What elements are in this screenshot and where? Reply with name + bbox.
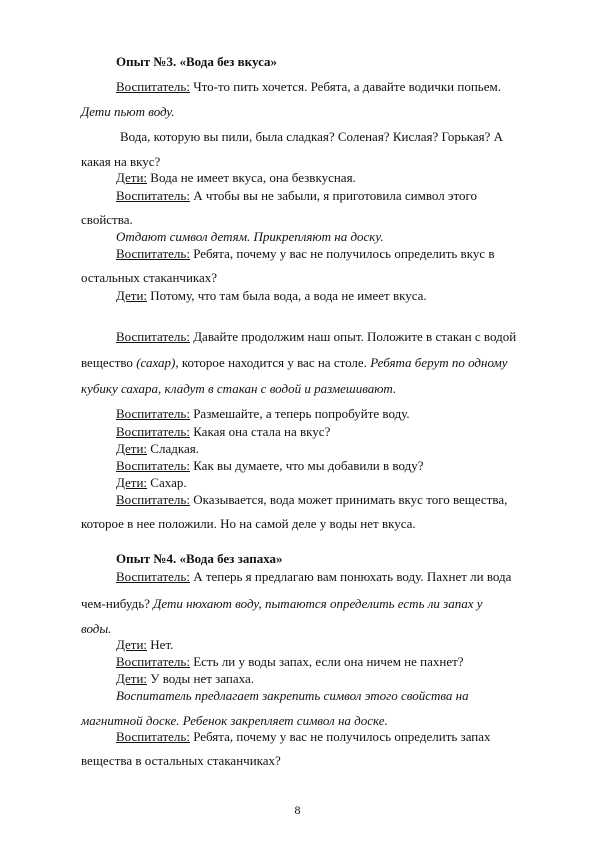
speech-text: Давайте продолжим наш опыт. Положите в стакан с водой <box>189 329 517 344</box>
paragraph-line <box>116 654 464 669</box>
speaker-label: Дети: <box>116 671 148 686</box>
speech-text: Оказывается, вода может принимать вкус того вещества, <box>189 492 508 507</box>
paragraph-line <box>116 458 423 473</box>
speaker-label: Воспитатель: <box>116 729 190 744</box>
speech-text: Вода не имеет вкуса, она безвкусная. <box>147 170 356 185</box>
stage-direction: Воспитатель предлагает закрепить символ этого свойства на <box>116 688 469 703</box>
speaker-label: Дети: <box>116 170 148 185</box>
paragraph-line <box>116 475 187 490</box>
speech-text: Что-то пить хочется. Ребята, а давайте водички попьем. <box>189 79 501 94</box>
stage-direction: воды. <box>81 621 112 636</box>
paragraph-line <box>116 492 507 507</box>
paragraph-line: какая на вкус? <box>81 154 161 169</box>
speaker-label: Воспитатель: <box>116 246 190 261</box>
text-run: чем-нибудь? <box>81 596 154 611</box>
speech-text: Как вы думаете, что мы добавили в воду? <box>189 458 424 473</box>
paragraph-line <box>81 596 483 611</box>
speaker-label: Воспитатель: <box>116 329 190 344</box>
paragraph-line <box>116 671 254 686</box>
speaker-label: Воспитатель: <box>116 569 190 584</box>
speech-text: А чтобы вы не забыли, я приготовила символ этого <box>189 188 478 203</box>
speech-text: Ребята, почему у вас не получилось определить запах <box>189 729 491 744</box>
paragraph-line: которое в нее положили. Но на самой деле у воды нет вкуса. <box>81 516 416 531</box>
paragraph-line <box>116 637 173 652</box>
paragraph-line <box>116 329 516 344</box>
stage-direction: магнитной доске. Ребенок закрепляет символ на доске. <box>81 713 388 728</box>
speaker-label: Воспитатель: <box>116 79 190 94</box>
speaker-label: Воспитатель: <box>116 406 190 421</box>
stage-direction: Дети пьют воду. <box>81 104 175 119</box>
paragraph-line <box>116 406 410 421</box>
speech-text: А теперь я предлагаю вам понюхать воду. Пахнет ли вода <box>189 569 512 584</box>
paragraph-line: свойства. <box>81 212 133 227</box>
experiment-4-title: Опыт №4. «Вода без запаха» <box>116 551 283 566</box>
text-run-italic: (сахар) <box>136 355 176 370</box>
paragraph-line: Вода, которую вы пили, была сладкая? Соленая? Кислая? Горькая? А <box>120 129 504 144</box>
paragraph-line <box>81 355 508 370</box>
speaker-label: Дети: <box>116 637 148 652</box>
paragraph-line <box>116 246 495 261</box>
speech-text: Какая она стала на вкус? <box>189 424 331 439</box>
speech-text: Потому, что там была вода, а вода не имеет вкуса. <box>147 288 427 303</box>
speech-text: Есть ли у воды запах, если она ничем не пахнет? <box>189 654 464 669</box>
text-run: вещество <box>81 355 137 370</box>
stage-direction: Отдают символ детям. Прикрепляют на доску. <box>116 229 384 244</box>
speaker-label: Воспитатель: <box>116 492 190 507</box>
speaker-label: Воспитатель: <box>116 188 190 203</box>
stage-direction: Дети нюхают воду, пытаются определить есть ли запах у <box>153 596 483 611</box>
stage-direction: Ребята берут по одному <box>370 355 508 370</box>
paragraph-line <box>116 729 491 744</box>
paragraph-line <box>116 79 501 94</box>
stage-direction: кубику сахара, кладут в стакан с водой и размешивают. <box>81 381 397 396</box>
paragraph-line: вещества в остальных стаканчиках? <box>81 753 281 768</box>
speaker-label: Воспитатель: <box>116 654 190 669</box>
speaker-label: Воспитатель: <box>116 458 190 473</box>
speech-text: Сахар. <box>147 475 187 490</box>
speaker-label: Воспитатель: <box>116 424 190 439</box>
paragraph-line <box>116 424 330 439</box>
speech-text: Нет. <box>147 637 174 652</box>
paragraph-line <box>116 569 511 584</box>
experiment-3-title: Опыт №3. «Вода без вкуса» <box>116 54 278 69</box>
page-number: 8 <box>294 803 301 817</box>
speaker-label: Дети: <box>116 475 148 490</box>
speech-text: У воды нет запаха. <box>147 671 254 686</box>
paragraph-line <box>116 441 199 456</box>
speaker-label: Дети: <box>116 288 148 303</box>
speech-text: Размешайте, а теперь попробуйте воду. <box>189 406 410 421</box>
paragraph-line <box>116 288 427 303</box>
paragraph-line: остальных стаканчиках? <box>81 270 218 285</box>
paragraph-line <box>116 188 477 203</box>
speech-text: Сладкая. <box>147 441 199 456</box>
speech-text: Ребята, почему у вас не получилось определить вкус в <box>189 246 495 261</box>
speaker-label: Дети: <box>116 441 148 456</box>
paragraph-line <box>116 170 356 185</box>
text-run: , которое находится у вас на столе. <box>175 355 371 370</box>
